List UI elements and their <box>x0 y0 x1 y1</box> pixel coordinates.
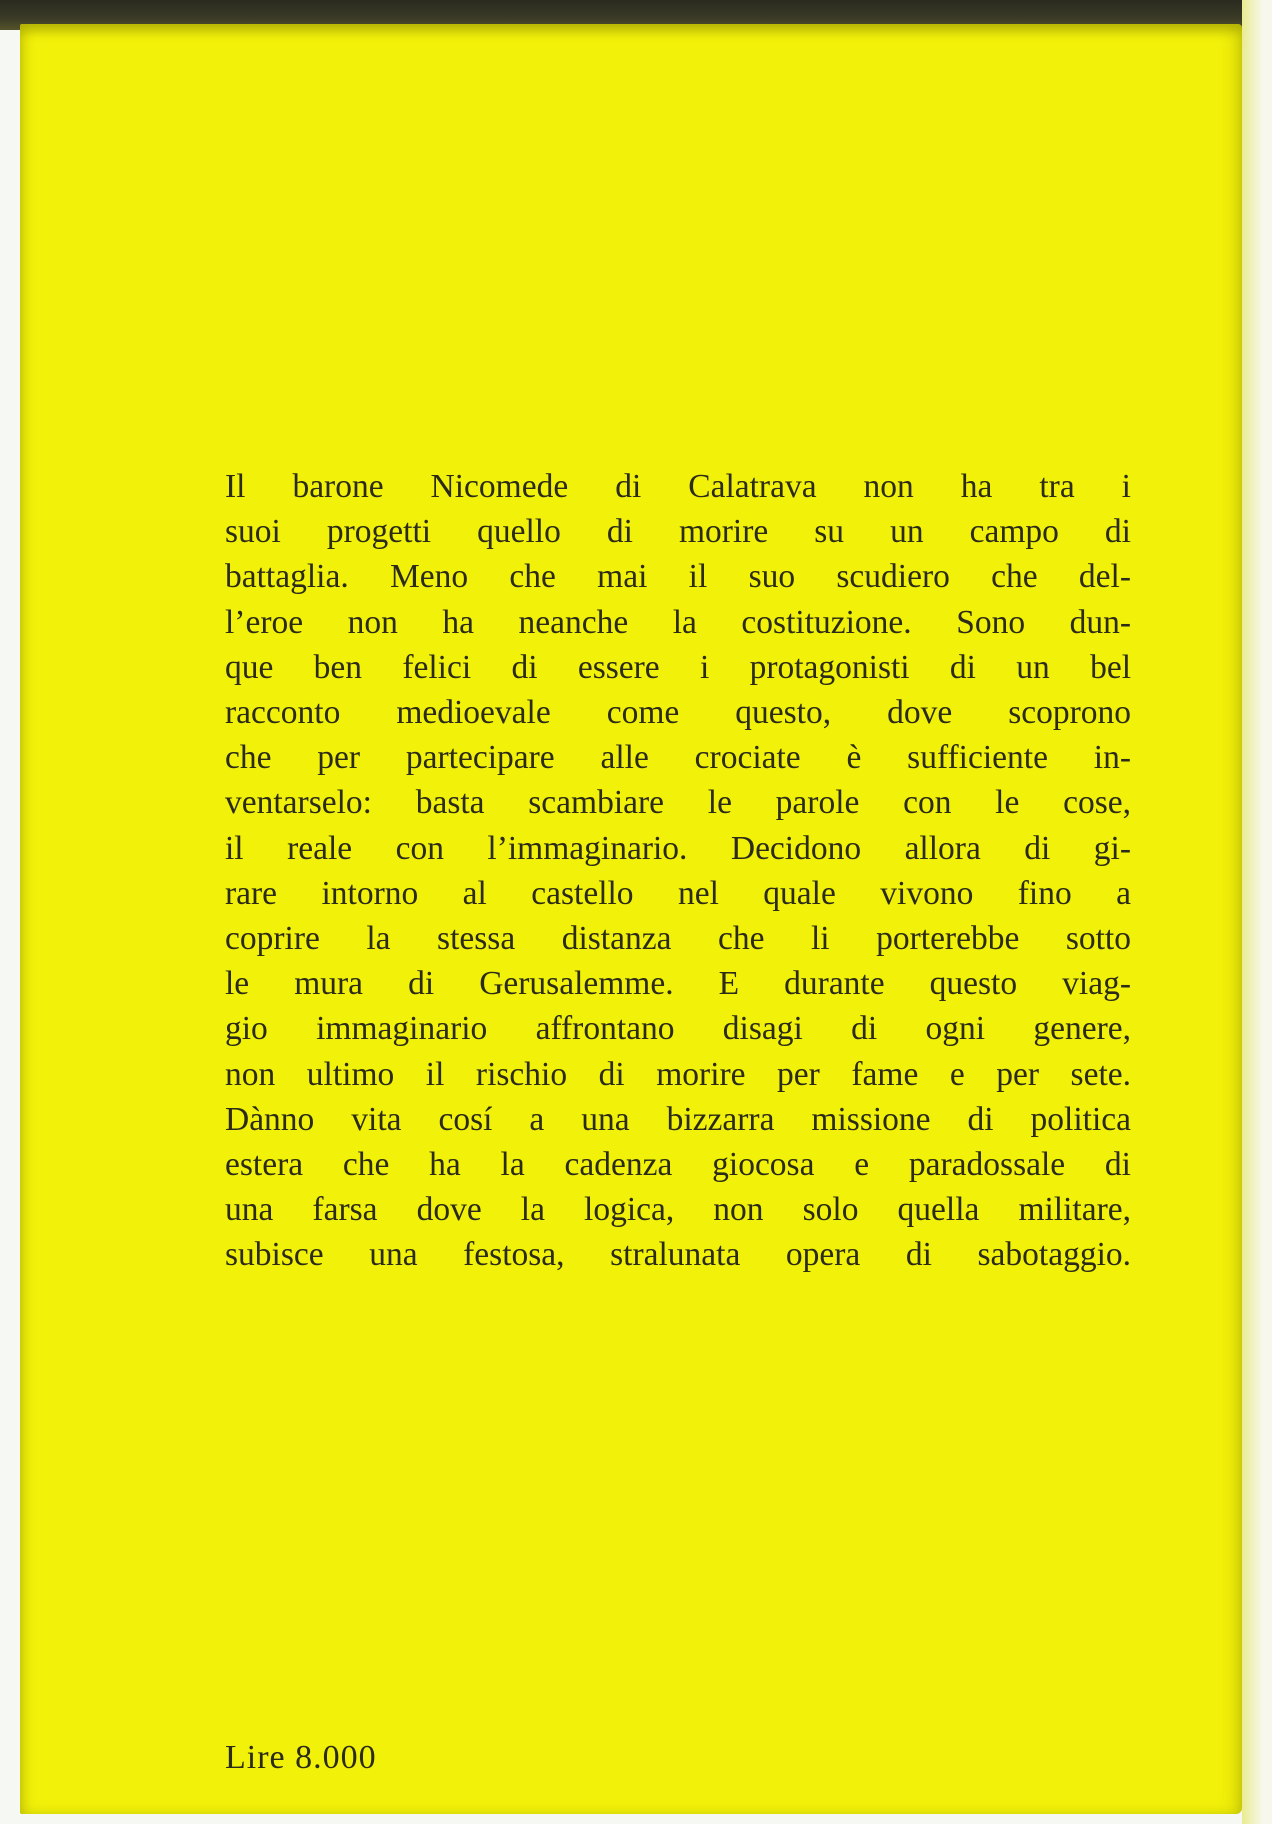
blurb-text <box>225 464 1131 1278</box>
book-back-cover <box>20 24 1242 1814</box>
blurb-line: que ben felici di essere i protagonisti di un bel <box>225 648 1131 686</box>
right-edge-background <box>1242 0 1272 1824</box>
blurb-line: il reale con l’immaginario. Decidono allora di gi- <box>225 829 1131 867</box>
blurb-line: suoi progetti quello di morire su un campo di <box>225 513 1131 551</box>
blurb-line: battaglia. Meno che mai il suo scudiero che del- <box>225 558 1131 596</box>
price-label: Lire 8.000 <box>225 1739 377 1776</box>
blurb-line: gio immaginario affrontano disagi di ogni genere, <box>225 1010 1131 1048</box>
blurb-line: coprire la stessa distanza che li porterebbe sotto <box>225 920 1131 958</box>
blurb-line: ventarselo: basta scambiare le parole con le cose, <box>225 784 1131 822</box>
blurb-line: estera che ha la cadenza giocosa e paradossale di <box>225 1146 1131 1184</box>
blurb-line: subisce una festosa, stralunata opera di sabotaggio. <box>225 1236 1131 1274</box>
blurb-line: rare intorno al castello nel quale vivono fino a <box>225 874 1131 912</box>
blurb-line: una farsa dove la logica, non solo quella militare, <box>225 1191 1131 1229</box>
blurb-line: Il barone Nicomede di Calatrava non ha tra i <box>225 468 1131 505</box>
blurb-line: racconto medioevale come questo, dove scoprono <box>225 694 1131 732</box>
blurb-line: Dànno vita cosí a una bizzarra missione di politica <box>225 1100 1131 1138</box>
blurb-line: le mura di Gerusalemme. E durante questo viag- <box>225 965 1131 1003</box>
blurb-line: l’eroe non ha neanche la costituzione. Sono dun- <box>225 603 1131 641</box>
blurb-line: non ultimo il rischio di morire per fame e per sete. <box>225 1055 1131 1093</box>
blurb-line: che per partecipare alle crociate è sufficiente in- <box>225 739 1131 777</box>
